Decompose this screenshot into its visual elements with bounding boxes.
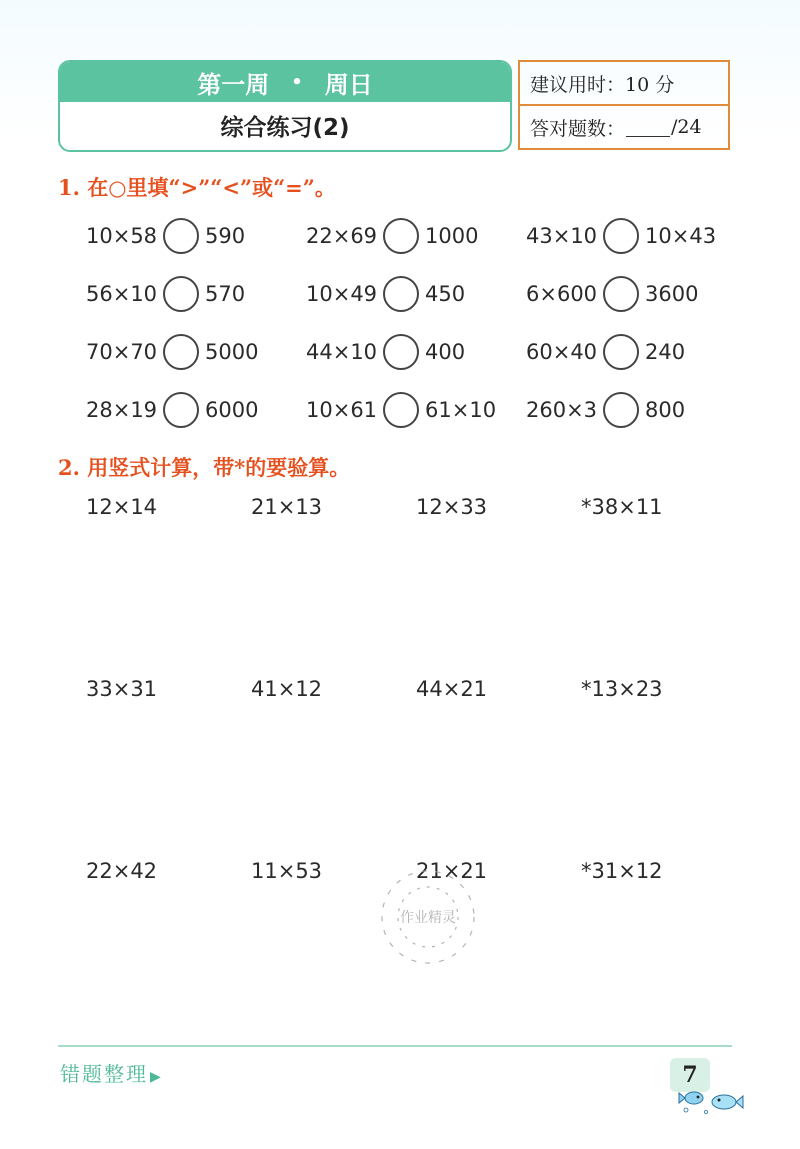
calculation-problem: 33×31 (86, 677, 158, 701)
comparison-right: 5000 (205, 340, 259, 364)
comparison-right: 570 (205, 282, 246, 306)
answer-circle[interactable] (603, 334, 639, 370)
day-label: 周日 (324, 70, 373, 99)
comparison-left: 43×10 (526, 224, 598, 248)
mistake-review-label (60, 1058, 163, 1087)
answer-circle[interactable] (603, 392, 639, 428)
calculation-problem: 44×21 (416, 677, 488, 701)
comparison-item (86, 218, 306, 254)
calculation-problem: 21×13 (251, 495, 323, 519)
comparison-left: 260×3 (526, 398, 598, 422)
comparison-left: 70×70 (86, 340, 158, 364)
correct-count (520, 104, 728, 148)
comparison-left: 44×10 (306, 340, 378, 364)
correct-count-total: /24 (671, 116, 702, 138)
comparison-right: 400 (425, 340, 466, 364)
comparison-right: 590 (205, 224, 246, 248)
mistake-review-text: 错题整理 (60, 1062, 148, 1086)
comparison-item (86, 276, 306, 312)
calculation-problem: 41×12 (251, 677, 323, 701)
comparison-left: 56×10 (86, 282, 158, 306)
play-arrow-icon: ▶ (150, 1069, 163, 1085)
comparison-item (526, 392, 746, 428)
comparison-right: 450 (425, 282, 466, 306)
calculation-problem: *13×23 (581, 677, 663, 701)
info-box (518, 60, 730, 150)
answer-circle[interactable] (603, 218, 639, 254)
lesson-header (58, 60, 512, 152)
suggested-time-text: 建议用时：10 分 (530, 73, 675, 96)
calculation-problem: 11×53 (251, 859, 323, 883)
answer-circle[interactable] (383, 392, 419, 428)
comparison-row (86, 330, 746, 374)
fish-decoration-icon (676, 1086, 746, 1116)
comparison-right: 6000 (205, 398, 259, 422)
comparison-item (526, 276, 746, 312)
correct-count-blank[interactable] (626, 118, 670, 137)
comparison-item (86, 334, 306, 370)
comparison-item (306, 218, 526, 254)
comparison-left: 10×61 (306, 398, 378, 422)
calculation-problem: 22×42 (86, 859, 158, 883)
separator-dot: • (291, 71, 303, 93)
comparison-left: 60×40 (526, 340, 598, 364)
calculation-problem: 12×33 (416, 495, 488, 519)
comparison-row (86, 388, 746, 432)
answer-circle[interactable] (163, 276, 199, 312)
calculation-row (86, 674, 746, 704)
comparison-left: 10×58 (86, 224, 158, 248)
comparison-left: 22×69 (306, 224, 378, 248)
comparison-item (526, 218, 746, 254)
answer-circle[interactable] (163, 392, 199, 428)
comparison-item (306, 392, 526, 428)
header-week-bar (60, 62, 510, 102)
comparison-left: 28×19 (86, 398, 158, 422)
comparison-left: 10×49 (306, 282, 378, 306)
comparison-row (86, 214, 746, 258)
section-2-title: 2. 用竖式计算，带*的要验算。 (58, 455, 351, 480)
comparison-right: 61×10 (425, 398, 497, 422)
comparison-right: 3600 (645, 282, 699, 306)
footer-divider (58, 1045, 732, 1047)
answer-circle[interactable] (383, 334, 419, 370)
page-number: 7 (670, 1058, 710, 1092)
correct-count-label: 答对题数： (530, 117, 626, 140)
calculation-row (86, 492, 746, 522)
section-1-title: 1. 在○里填“>”“<”或“=”。 (58, 175, 336, 200)
calculation-problem: *31×12 (581, 859, 663, 883)
comparison-item (526, 334, 746, 370)
answer-circle[interactable] (163, 334, 199, 370)
calculation-problem: 21×21 (416, 859, 488, 883)
comparison-item (86, 392, 306, 428)
week-label: 第一周 (197, 70, 270, 99)
comparison-right: 800 (645, 398, 686, 422)
suggested-time (520, 62, 728, 104)
watermark-text: 作业精灵 (400, 910, 456, 926)
calculation-problem: 12×14 (86, 495, 158, 519)
comparison-item (306, 276, 526, 312)
answer-circle[interactable] (383, 276, 419, 312)
answer-circle[interactable] (383, 218, 419, 254)
lesson-title: 综合练习(2) (220, 114, 350, 141)
answer-circle[interactable] (603, 276, 639, 312)
comparison-right: 240 (645, 340, 686, 364)
comparison-right: 10×43 (645, 224, 717, 248)
comparison-right: 1000 (425, 224, 479, 248)
calculation-problem: *38×11 (581, 495, 663, 519)
answer-circle[interactable] (163, 218, 199, 254)
comparison-item (306, 334, 526, 370)
comparison-left: 6×600 (526, 282, 598, 306)
comparison-row (86, 272, 746, 316)
watermark-stamp (358, 852, 498, 982)
